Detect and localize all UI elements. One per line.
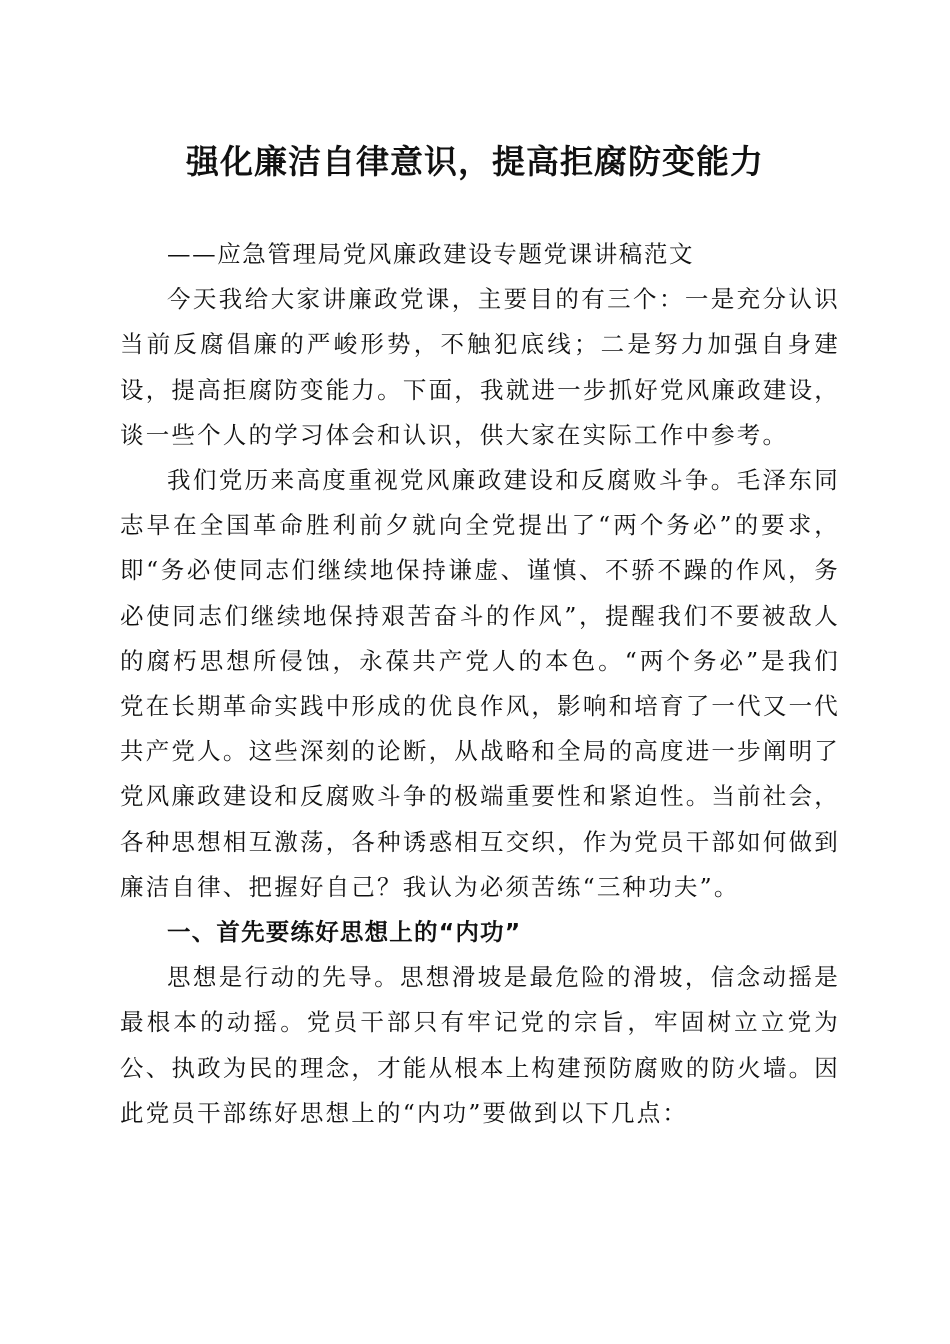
document-subtitle: ——应急管理局党风廉政建设专题党课讲稿范文 <box>167 240 695 268</box>
document-title: 强化廉洁自律意识，提高拒腐防变能力 <box>186 142 764 181</box>
history-paragraph: 我们党历来高度重视党风廉政建设和反腐败斗争。毛泽东同志早在全国革命胜利前夕就向全党提出了“两个务必”的要求，即“务必使同志们继续地保持谦虚、谨慎、不骄不躁的作风，务必使同志们继续地保持艰苦奋斗的作风”，提醒我们不要被敌人的腐朽思想所侵蚀，永葆共产党人的本色。“两个务必”是我们党在长期革命实践中形成的优良作风，影响和培育了一代又一代共产党人。这些深刻的论断，从战略和全局的高度进一步阐明了党风廉政建设和反腐败斗争的极端重要性和紧迫性。当前社会，各种思想相互激荡，各种诱惑相互交织，作为党员干部如何做到廉洁自律、把握好自己？我认为必须苦练“三种功夫”。 <box>120 466 840 901</box>
section-heading: 一、首先要练好思想上的“内功” <box>167 918 522 947</box>
intro-paragraph: 今天我给大家讲廉政党课，主要目的有三个：一是充分认识当前反腐倡廉的严峻形势，不触犯底线；二是努力加强自身建设，提高拒腐防变能力。下面，我就进一步抓好党风廉政建设，谈一些个人的学习体会和认识，供大家在实际工作中参考。 <box>120 285 840 449</box>
document-body <box>120 232 840 1136</box>
section-paragraph: 思想是行动的先导。思想滑坡是最危险的滑坡，信念动摇是最根本的动摇。党员干部只有牢记党的宗旨，牢固树立立党为公、执政为民的理念，才能从根本上构建预防腐败的防火墙。因此党员干部练好思想上的“内功”要做到以下几点： <box>120 963 840 1127</box>
